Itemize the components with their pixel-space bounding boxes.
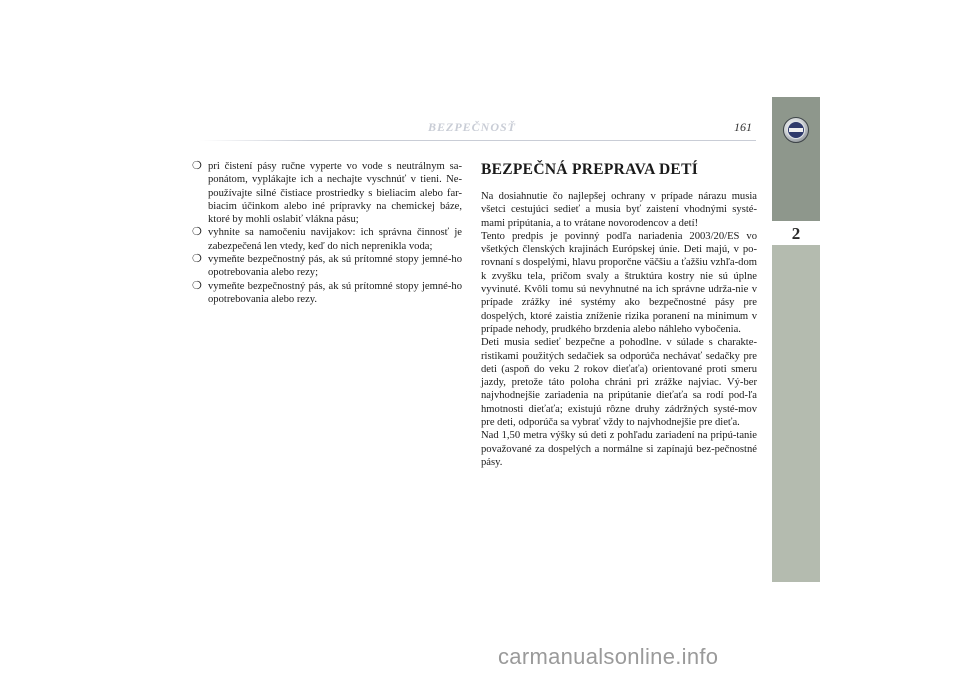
- list-item: [192, 160, 462, 226]
- page-number: 161: [734, 120, 752, 134]
- running-header-title: BEZPEČNOSŤ: [428, 120, 517, 134]
- watermark: carmanualsonline.info: [498, 644, 719, 669]
- list-item: [192, 226, 462, 253]
- section-body: Na dosiahnutie čo najlepšej ochrany v prípade nárazu musia všetci cestujúci sedieť a musia byť zaistení vhodnými systé-mami pripútania, a to vrátane novorodencov a detí! Tento predpis je povinný podľa nariadenia 2003/20/ES vo všetkých členských krajinách Európskej únie. Deti majú, v po-rovnaní s dospelými, hlavu proporčne väčšiu a ťažšiu vzhľa-dom k zvyšku tela, pričom svaly a štruktúra kostry nie sú úplne vyvinuté. Kvôli tomu sú nevyhnutné na ich správne udrža-nie v prípade zrážky iné systémy ako bezpečnostné pásy pre dospelých, ktoré zaistia zníženie rizika poranení na minimum v prípade nehody, prudkého brzdenia alebo náhleho vybočenia. Deti musia sedieť bezpečne a pohodlne. v súlade s charakte-ristikami použitých sedačiek sa odporúča nechávať sedačky pre deti (aspoň do veku 2 rokov dieťaťa) orientované proti smeru jazdy, pretože táto poloha chráni pri zrážke najviac. Vý-ber najvhodnejšie zariadenia na pripútanie dieťaťa sa rodí pod-ľa hmotnosti dieťaťa; existujú rôzne druhy zádržných systé-mov pre deti, odporúča sa vybrať vždy to najvhodnejšie pre dieťa. Nad 1,50 metra výšky sú deti z pohľadu zariadení na pripú-tanie považované za dospelých a normálne si zapínajú bez-pečnostné pásy.: [481, 191, 757, 468]
- left-column: [192, 160, 462, 306]
- chapter-tab[interactable]: 2: [772, 223, 820, 245]
- list-item: [192, 279, 462, 307]
- list-item-text: vymeňte bezpečnostný pás, ak sú prítomné stopy jemné-ho opotrebovania alebo rezy.: [208, 280, 462, 305]
- list-item-text: vymeňte bezpečnostný pás, ak sú prítomné stopy jemné-ho opotrebovania alebo rezy;: [208, 254, 462, 279]
- list-item-text: pri čistení pásy ručne vyperte vo vode s neutrálnym sa-ponátom, vyplákajte ich a nechajte vyschnúť v tieni. Ne-používajte silné čistiace prostriedky s bieliacim alebo far-biacim účinkom alebo iné prípravky na chemickej báze, ktoré by mohli oslabiť vlákna pásu;: [208, 161, 462, 226]
- header-divider: [200, 140, 756, 141]
- list-item: [192, 253, 462, 280]
- bullet-icon: ❍: [192, 253, 202, 266]
- section-title: BEZPEČNÁ PREPRAVA DETÍ: [481, 161, 699, 178]
- bullet-icon: ❍: [192, 226, 202, 239]
- lancia-logo-icon: [783, 117, 809, 143]
- bullet-icon: ❍: [192, 160, 202, 172]
- list-item-text: vyhnite sa namočeniu navijakov: ich správna činnosť je zabezpečená len vtedy, keď do nich neprenikla voda;: [208, 227, 462, 252]
- sidebar-logo-box: [772, 97, 820, 221]
- right-column: [481, 160, 757, 469]
- bullet-list: [192, 160, 462, 306]
- bullet-icon: ❍: [192, 279, 202, 292]
- chapter-sidebar: [772, 97, 820, 582]
